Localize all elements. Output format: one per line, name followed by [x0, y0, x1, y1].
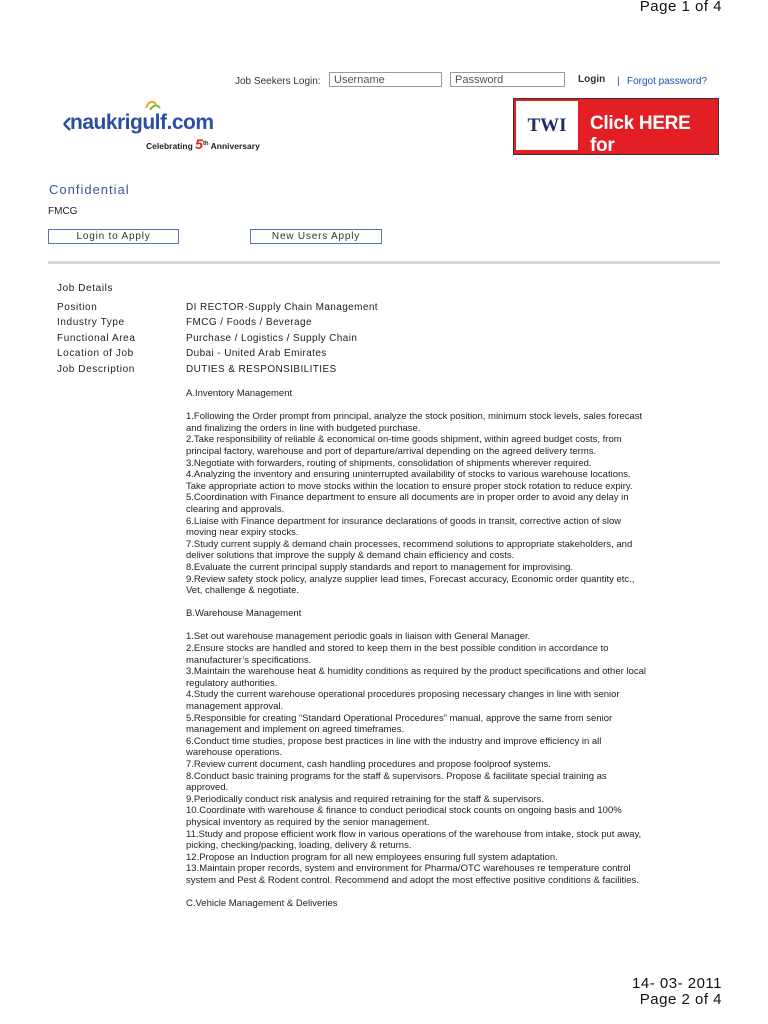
description-line: 5.Coordination with Finance department to ensure all documents are in proper order to avoid any delay in [186, 492, 629, 504]
detail-label-position: Position [57, 302, 98, 313]
description-line: 4.Study the current warehouse operational procedures proposing necessary changes in line with senior [186, 689, 620, 701]
description-line: 12.Propose an Induction program for all new employees ensuring full system adaptation. [186, 851, 558, 863]
section-heading: C.Vehicle Management & Deliveries [186, 898, 338, 910]
description-line: 5.Responsible for creating “Standard Operational Procedures” manual, approve the same from senior [186, 712, 613, 724]
password-input[interactable]: Password [450, 72, 565, 87]
detail-value-position: DI RECTOR-Supply Chain Management [186, 302, 378, 313]
detail-value-job-description: DUTIES & RESPONSIBILITIES [186, 364, 337, 375]
tagline-superscript: th [202, 141, 209, 148]
section-divider [48, 261, 720, 264]
detail-value-industry: FMCG / Foods / Beverage [186, 317, 312, 328]
description-line: 6.Liaise with Finance department for insurance declarations of goods in transit, corrective action of slow [186, 515, 622, 527]
description-line: principal factory, warehouse and port of departure/arrival depending on the agreed delivery terms. [186, 445, 597, 457]
new-users-apply-button[interactable]: New Users Apply [250, 229, 382, 244]
description-line: 8.Conduct basic training programs for the staff & supervisors. Propose & facilitate special training as [186, 770, 607, 782]
description-line: Take appropriate action to move stocks within the location to ensure proper stock rotation to reduce expiry. [186, 480, 633, 492]
username-input[interactable]: Username [329, 72, 442, 87]
detail-label-location: Location of Job [57, 348, 134, 359]
description-line: 13.Maintain proper records, system and environment for Pharma/OTC warehouses re temperature control [186, 863, 631, 875]
detail-value-functional-area: Purchase / Logistics / Supply Chain [186, 333, 358, 344]
description-line: 11.Study and propose efficient work flow in various operations of the warehouse from intake, stock put away, [186, 828, 642, 840]
login-link[interactable]: Login [578, 74, 606, 85]
detail-label-functional-area: Functional Area [57, 333, 136, 344]
tagline-suffix: Anniversary [210, 141, 260, 151]
logo-wordmark: naukrigulf.com [70, 111, 214, 134]
description-line: 1.Following the Order prompt from principal, analyze the stock position, minimum stock levels, sales forecast [186, 411, 643, 423]
job-seekers-login-label: Job Seekers Login: [235, 76, 321, 87]
page-number-top: Page 1 of 4 [639, 0, 722, 15]
section-heading: B.Warehouse Management [186, 608, 302, 620]
warehouse-duties-list [186, 631, 720, 886]
description-line: 8.Evaluate the current principal supply standards and report to management for improvising. [186, 561, 574, 573]
description-line: management approval. [186, 701, 284, 713]
job-description-body [186, 388, 720, 910]
twi-banner-ad[interactable] [513, 98, 719, 155]
tagline-prefix: Celebrating [146, 141, 193, 151]
description-line: warehouse operations. [186, 747, 283, 759]
description-line: 9.Periodically conduct risk analysis and required retraining for the staff & supervisors. [186, 793, 544, 805]
description-line: picking, checking/packing, loading, delivery & returns. [186, 840, 412, 852]
industry-short: FMCG [48, 206, 78, 217]
description-line: 2.Ensure stocks are handled and stored to keep them in the best possible condition in accordance to [186, 643, 609, 655]
description-line: Vet, challenge & negotiate. [186, 585, 300, 597]
banner-cta: Click HERE for [590, 113, 691, 156]
description-line: 7.Review current document, cash handling procedures and propose foolproof systems. [186, 759, 551, 770]
logo-tagline [146, 136, 260, 152]
detail-label-job-description: Job Description [57, 364, 135, 375]
description-line: and finalizing the orders in line with budgeted purchase. [186, 422, 421, 434]
section-heading: A.Inventory Management [186, 388, 293, 399]
detail-label-industry: Industry Type [57, 317, 125, 328]
company-name: Confidential [49, 182, 130, 197]
description-line: 7.Study current supply & demand chain processes, recommend solutions to appropriate stakeholders, and [186, 538, 633, 550]
description-line: management and implement on agreed timeframes. [186, 724, 405, 736]
description-line: moving near expiry stocks. [186, 527, 299, 539]
description-line: 10.Coordinate with warehouse & finance to conduct periodical stock counts on ongoing basis and 100% [186, 805, 622, 817]
tagline-number: 5 [195, 136, 203, 152]
login-separator: | [617, 76, 620, 87]
description-line: 3.Negotiate with forwarders, routing of shipments, consolidation of shipments wherever required. [186, 457, 592, 469]
description-line: 2.Take responsibility of reliable & economical on-time goods shipment, within agreed budget costs, from [186, 434, 622, 446]
inventory-duties-list [186, 411, 720, 597]
description-line: physical inventory as required by the senior management. [186, 816, 430, 828]
description-line: clearing and approvals. [186, 503, 285, 515]
description-line: 4.Analyzing the inventory and ensuring uninterrupted availability of stocks to various warehouse locations. [186, 469, 631, 481]
description-line: 9.Review safety stock policy, analyze supplier lead times, Forecast accuracy, Economic order quantity etc., [186, 573, 635, 585]
description-line: 1.Set out warehouse management periodic goals in liaison with General Manager. [186, 631, 531, 643]
description-line: regulatory authorities. [186, 677, 278, 689]
job-details-heading: Job Details [57, 283, 114, 294]
description-line: approved. [186, 782, 229, 794]
detail-value-location: Dubai - United Arab Emirates [186, 348, 327, 359]
print-date: 14- 03- 2011 [632, 975, 722, 992]
naukrigulf-logo[interactable] [60, 96, 270, 151]
forgot-password-link[interactable]: Forgot password? [627, 76, 708, 87]
banner-brand: TWI [516, 101, 578, 150]
login-to-apply-button[interactable]: Login to Apply [48, 229, 179, 244]
description-line: 3.Maintain the warehouse heat & humidity conditions as required by the product specifications and other local [186, 666, 646, 678]
page-number-bottom: Page 2 of 4 [639, 991, 722, 1008]
description-line: manufacturer’s specifications. [186, 654, 312, 666]
description-line: deliver solutions that improve the supply & demand chain efficiency and costs. [186, 550, 515, 562]
description-line: 6.Conduct time studies, propose best practices in line with the industry and improve efficiency in all [186, 735, 602, 747]
description-line: system and Pest & Rodent control. Recommend and adopt the most effective positive conditions & facilities. [186, 874, 639, 886]
